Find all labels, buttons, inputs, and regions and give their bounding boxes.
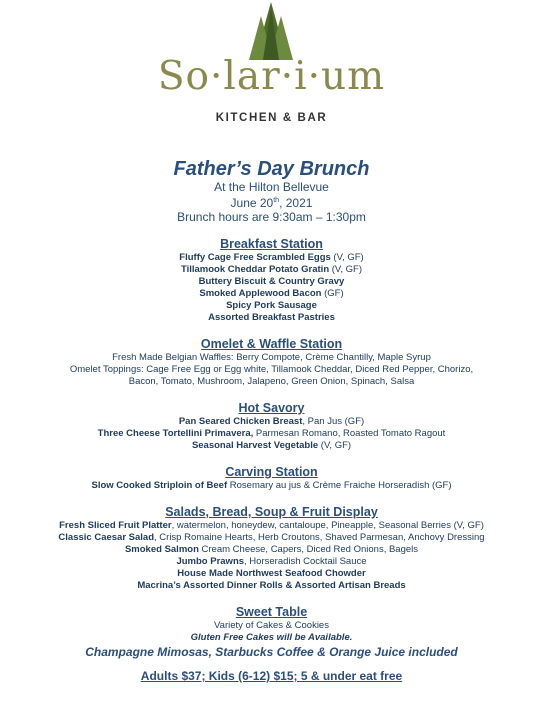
- menu: [0, 158, 543, 684]
- price-line: Adults $37; Kids (6-12) $15; 5 & under eat free: [140, 669, 403, 683]
- menu-line: Fresh Made Belgian Waffles: Berry Compote, Crème Chantilly, Maple Syrup: [112, 352, 431, 363]
- savory-list: [0, 416, 543, 452]
- menu-item: [0, 300, 543, 312]
- section-title-breakfast: Breakfast Station: [220, 237, 323, 251]
- menu-item: [0, 264, 543, 276]
- pine-tree-icon: [241, 2, 301, 62]
- menu-item-detail: , Horseradish Cocktail Sauce: [244, 556, 367, 567]
- menu-item-detail: (V, GF): [329, 264, 363, 275]
- menu-item-name: House Made Northwest Seafood Chowder: [177, 568, 366, 579]
- menu-item-name: Classic Caesar Salad: [58, 532, 155, 543]
- menu-item: [0, 556, 543, 568]
- menu-line: Bacon, Tomato, Mushroom, Jalapeno, Green Onion, Spinach, Salsa: [128, 376, 415, 387]
- menu-item-name: Slow Cooked Striploin of Beef: [91, 480, 228, 491]
- salads-list: [0, 520, 543, 592]
- menu-item: [0, 568, 543, 580]
- menu-item: [0, 580, 543, 592]
- menu-item-detail: , watermelon, honeydew, cantaloupe, Pineapple, Seasonal Berries (V, GF): [171, 520, 484, 531]
- menu-item-name: Three Cheese Tortellini Primavera,: [97, 428, 254, 439]
- logo: [0, 0, 543, 130]
- logo-tagline: KITCHEN & BAR: [215, 112, 328, 124]
- section-title-salads: Salads, Bread, Soup & Fruit Display: [165, 505, 378, 519]
- logo-wordmark: So·lar·i·um: [157, 54, 386, 99]
- menu-item-name: Assorted Breakfast Pastries: [208, 312, 335, 323]
- menu-item: [0, 544, 543, 556]
- menu-item-name: Seasonal Harvest Vegetable: [191, 440, 319, 451]
- menu-item-detail: Cream Cheese, Capers, Diced Red Onions, Bagels: [198, 544, 419, 555]
- drinks-included: Champagne Mimosas, Starbucks Coffee & Orange Juice included: [85, 645, 458, 659]
- venue: At the Hilton Bellevue: [214, 180, 329, 194]
- menu-item: [0, 440, 543, 452]
- menu-item-name: Smoked Salmon: [124, 544, 199, 555]
- menu-item: [0, 288, 543, 300]
- event-date: June 20th, 2021: [230, 196, 313, 210]
- menu-item-name: Pan Seared Chicken Breast: [178, 416, 303, 427]
- menu-item: [0, 416, 543, 428]
- menu-item-name: Buttery Biscuit & Country Gravy: [198, 276, 345, 287]
- menu-item-detail: Parmesan Romano, Roasted Tomato Ragout: [253, 428, 446, 439]
- menu-item-detail: , Pan Jus (GF): [302, 416, 365, 427]
- menu-item: [0, 480, 543, 492]
- brunch-hours: Brunch hours are 9:30am – 1:30pm: [177, 210, 366, 224]
- menu-item-detail: (V, GF): [330, 252, 364, 263]
- menu-item-name: Macrina’s Assorted Dinner Rolls & Assorted Artisan Breads: [137, 580, 406, 591]
- menu-item-name: Jumbo Prawns: [176, 556, 245, 567]
- section-title-sweet: Sweet Table: [235, 605, 308, 619]
- menu-item-detail: Rosemary au jus & Crème Fraiche Horseradish (GF): [227, 480, 452, 491]
- menu-item: [0, 532, 543, 544]
- menu-item: [0, 428, 543, 440]
- menu-item-name: Tillamook Cheddar Potato Gratin: [180, 264, 330, 275]
- menu-item: [0, 276, 543, 288]
- menu-item-name: Spicy Pork Sausage: [226, 300, 317, 311]
- menu-item: [0, 252, 543, 264]
- page-title: Father’s Day Brunch: [173, 158, 370, 180]
- menu-item-name: Smoked Applewood Bacon: [199, 288, 322, 299]
- menu-item-detail: (GF): [321, 288, 344, 299]
- menu-line: Omelet Toppings: Cage Free Egg or Egg white, Tillamook Cheddar, Diced Red Pepper, Chorizo,: [69, 364, 474, 375]
- menu-line: Variety of Cakes & Cookies: [214, 620, 329, 631]
- carving-list: [0, 480, 543, 492]
- menu-item-name: Fluffy Cage Free Scrambled Eggs: [179, 252, 331, 263]
- section-title-omelet: Omelet & Waffle Station: [200, 337, 343, 351]
- menu-item-detail: (V, GF): [318, 440, 352, 451]
- menu-item-detail: , Crisp Romaine Hearts, Herb Croutons, Shaved Parmesan, Anchovy Dressing: [154, 532, 485, 543]
- menu-item: [0, 520, 543, 532]
- gluten-free-note: Gluten Free Cakes will be Available.: [190, 632, 353, 643]
- section-title-carving: Carving Station: [225, 465, 318, 479]
- menu-item-name: Fresh Sliced Fruit Platter: [59, 520, 172, 531]
- menu-item: [0, 312, 543, 324]
- section-title-savory: Hot Savory: [238, 401, 305, 415]
- breakfast-list: [0, 252, 543, 324]
